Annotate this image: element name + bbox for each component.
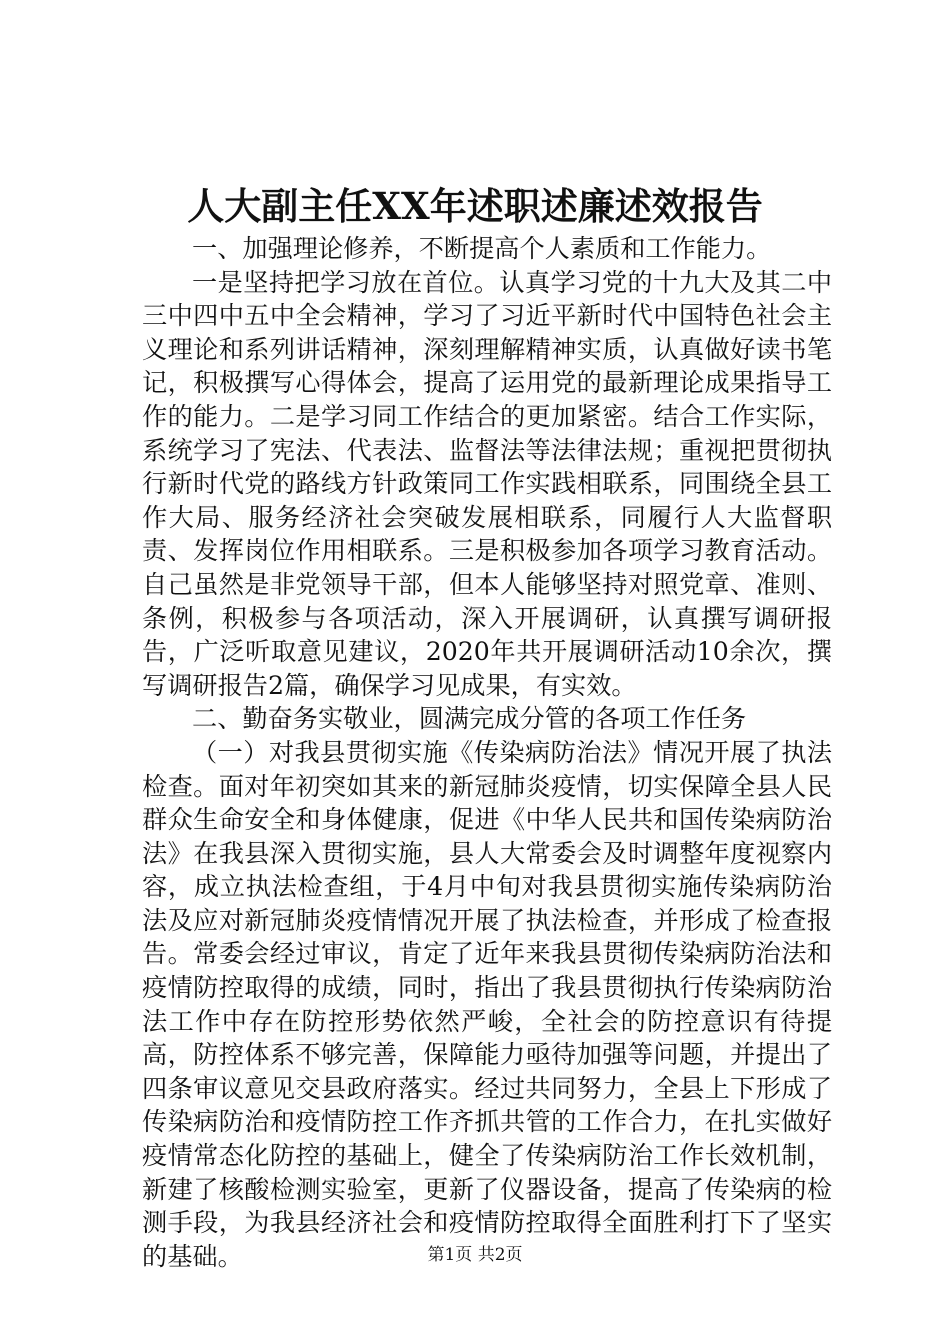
page-number-footer: 第1页 共2页 bbox=[427, 1245, 523, 1265]
body-paragraph-2: （一）对我县贯彻实施《传染病防治法》情况开展了执法检查。面对年初突如其来的新冠肺炎疫情，切实保障全县人民群众生命安全和身体健康，促进《中华人民共和国传染病防治法》在我县深入贯彻实施，县人大常委会及时调整年度视察内容，成立执法检查组，于4月中旬对我县贯彻实施传染病防治法及应对新冠肺炎疫情情况开展了执法检查，并形成了检查报告。常委会经过审议，肯定了近年来我县贯彻传染病防治法和疫情防控取得的成绩，同时，指出了我县贯彻执行传染病防治法工作中存在防控形势依然严峻，全社会的防控意识有待提高，防控体系不够完善，保障能力亟待加强等问题，并提出了四条审议意见交县政府落实。经过共同努力，全县上下形成了传染病防治和疫情防控工作齐抓共管的工作合力，在扎实做好疫情常态化防控的基础上，健全了传染病防治工作长效机制，新建了核酸检测实验室，更新了仪器设备，提高了传染病的检测手段，为我县经济社会和疫情防控取得全面胜利打下了坚实的基础。 bbox=[142, 737, 832, 1271]
document-title: 人大副主任XX年述职述廉述效报告 bbox=[187, 184, 763, 228]
document-body bbox=[142, 232, 832, 1273]
body-paragraph-1: 一是坚持把学习放在首位。认真学习党的十九大及其二中三中四中五中全会精神，学习了习近平新时代中国特色社会主义理论和系列讲话精神，深刻理解精神实质，认真做好读书笔记，积极撰写心得体会，提高了运用党的最新理论成果指导工作的能力。二是学习同工作结合的更加紧密。结合工作实际，系统学习了宪法、代表法、监督法等法律法规；重视把贯彻执行新时代党的路线方针政策同工作实践相联系，同围绕全县工作大局、服务经济社会突破发展相联系，同履行人大监督职责、发挥岗位作用相联系。三是积极参加各项学习教育活动。自己虽然是非党领导干部，但本人能够坚持对照党章、准则、条例，积极参与各项活动，深入开展调研，认真撰写调研报告，广泛听取意见建议，2020年共开展调研活动10余次，撰写调研报告2篇，确保学习见成果，有实效。 bbox=[142, 267, 832, 700]
section-heading-1: 一、加强理论修养，不断提高个人素质和工作能力。 bbox=[192, 234, 772, 263]
section-heading-2: 二、勤奋务实敬业，圆满完成分管的各项工作任务 bbox=[192, 704, 747, 734]
